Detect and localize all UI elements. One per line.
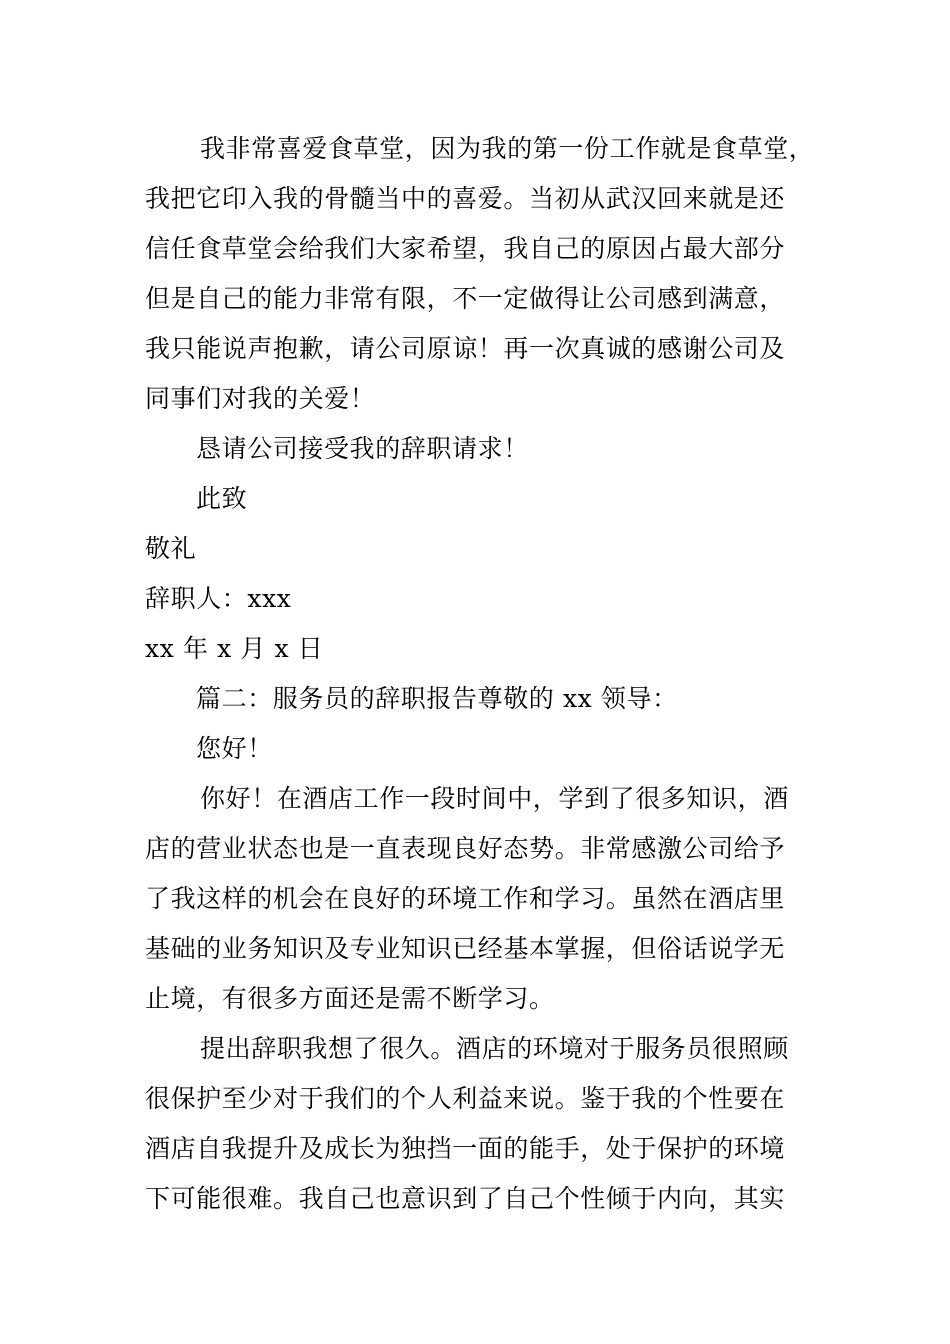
date-line: xx 年 x 月 x 日 [145, 634, 324, 663]
paragraph-line: 店的营业状态也是一直表现良好态势。非常感激公司给予 [145, 834, 786, 863]
paragraph-line: 下可能很难。我自己也意识到了自己个性倾于内向，其实 [145, 1184, 786, 1213]
paragraph-line: 我把它印入我的骨髓当中的喜爱。当初从武汉回来就是还 [145, 184, 786, 213]
closing-salutation: 此致 [196, 484, 248, 513]
paragraph-line: 我非常喜爱食草堂，因为我的第一份工作就是食草堂， [200, 134, 815, 163]
greeting-line: 您好！ [196, 734, 273, 763]
closing-regards: 敬礼 [145, 534, 197, 563]
request-line: 恳请公司接受我的辞职请求！ [196, 434, 529, 463]
paragraph-line: 但是自己的能力非常有限，不一定做得让公司感到满意， [145, 284, 786, 313]
paragraph-line: 止境，有很多方面还是需不断学习。 [145, 984, 555, 1013]
paragraph-line: 信任食草堂会给我们大家希望，我自己的原因占最大部分 [145, 234, 786, 263]
paragraph-line: 很保护至少对于我们的个人利益来说。鉴于我的个性要在 [145, 1084, 786, 1113]
paragraph-line: 酒店自我提升及成长为独挡一面的能手，处于保护的环境 [145, 1134, 786, 1163]
paragraph-line: 同事们对我的关爱！ [145, 384, 376, 413]
paragraph-line: 了我这样的机会在良好的环境工作和学习。虽然在酒店里 [145, 884, 786, 913]
paragraph-line: 基础的业务知识及专业知识已经基本掌握，但俗话说学无 [145, 934, 786, 963]
section-heading: 篇二：服务员的辞职报告尊敬的 xx 领导： [196, 684, 678, 713]
paragraph-line: 提出辞职我想了很久。酒店的环境对于服务员很照顾 [200, 1034, 789, 1063]
paragraph-line: 我只能说声抱歉，请公司原谅！再一次真诚的感谢公司及 [145, 334, 786, 363]
paragraph-line: 你好！在酒店工作一段时间中，学到了很多知识，酒 [200, 784, 789, 813]
signature-line: 辞职人：xxx [145, 584, 292, 613]
